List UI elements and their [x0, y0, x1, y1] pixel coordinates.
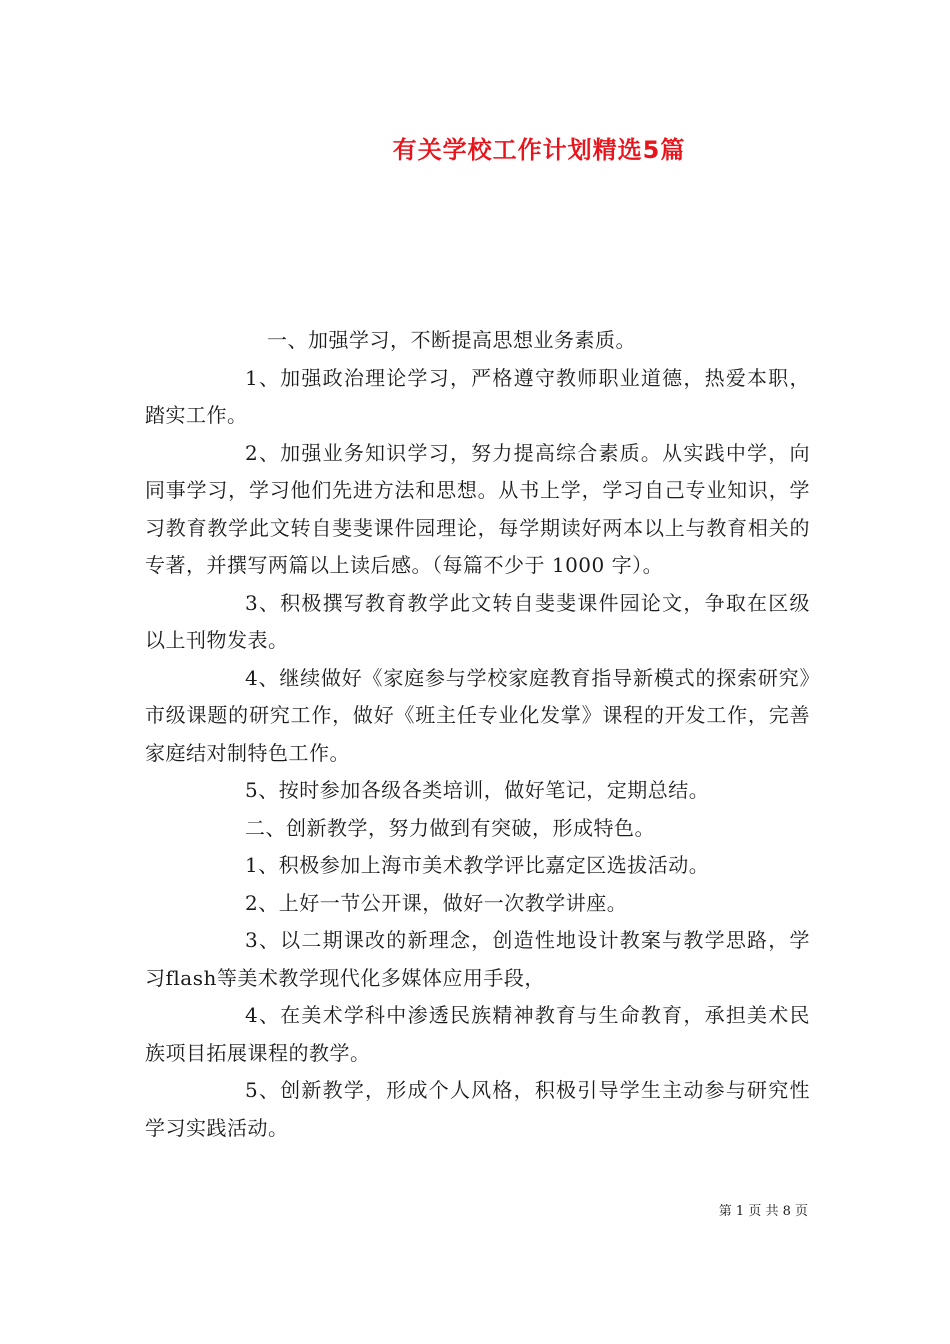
page-title: 有关学校工作计划精选5篇 [392, 136, 686, 164]
section-heading-2: 二、创新教学，努力做到有突破，形成特色。 [245, 815, 655, 840]
paragraph-1-2: 2、加强业务知识学习，努力提高综合素质。从实践中学，向同事学习，学习他们先进方法和思想。从书上学，学习自己专业知识，学习教育教学此文转自斐斐课件园理论，每学期读好两本以上与教育相关的专著，并撰写两篇以上读后感。（每篇不少于 1000 字）。 [145, 440, 810, 577]
paragraph-2-1: 1、积极参加上海市美术教学评比嘉定区选拔活动。 [245, 853, 710, 877]
section-heading-1: 一、加强学习，不断提高思想业务素质。 [267, 328, 636, 352]
paragraph-2-3: 3、以二期课改的新理念，创造性地设计教案与教学思路，学习flash等美术教学现代化多媒体应用手段， [145, 928, 810, 990]
paragraph-1-3: 3、积极撰写教育教学此文转自斐斐课件园论文，争取在区级以上刊物发表。 [145, 590, 810, 652]
page-number-footer: 第 1 页 共 8 页 [718, 1204, 808, 1219]
paragraph-1-4: 4、继续做好《家庭参与学校家庭教育指导新模式的探索研究》市级课题的研究工作，做好《班主任专业化发掌》课程的开发工作，完善家庭结对制特色工作。 [145, 665, 810, 765]
paragraph-2-4: 4、在美术学科中渗透民族精神教育与生命教育，承担美术民族项目拓展课程的教学。 [145, 1003, 810, 1065]
paragraph-2-5: 5、创新教学，形成个人风格，积极引导学生主动参与研究性学习实践活动。 [145, 1078, 810, 1140]
document-body [145, 322, 810, 1147]
paragraph-2-2: 2、上好一节公开课，做好一次教学讲座。 [245, 890, 628, 915]
paragraph-1-1: 1、加强政治理论学习，严格遵守教师职业道德，热爱本职，踏实工作。 [145, 365, 810, 427]
paragraph-1-5: 5、按时参加各级各类培训，做好笔记，定期总结。 [245, 778, 710, 802]
